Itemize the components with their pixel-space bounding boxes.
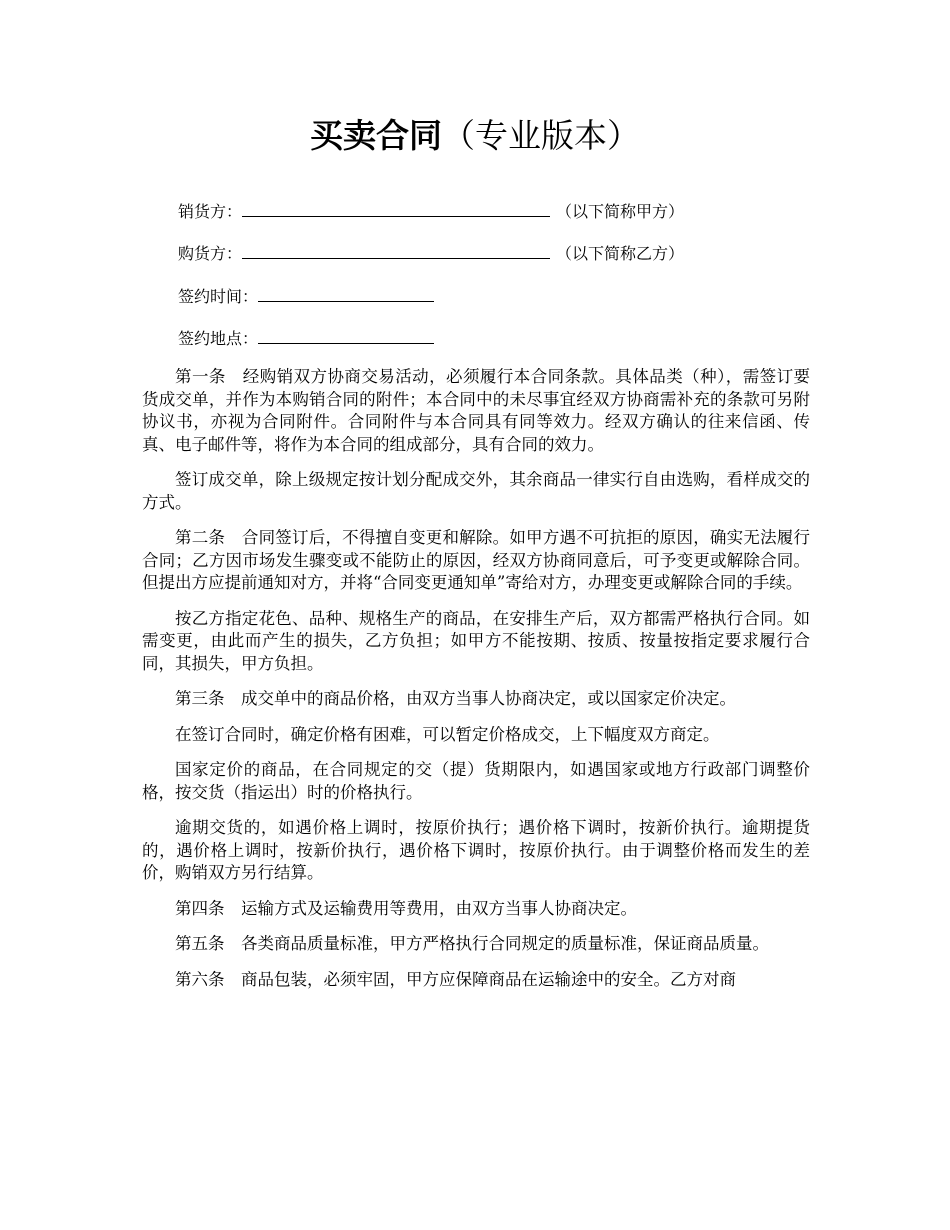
paragraph [142, 366, 810, 456]
paragraph [142, 469, 810, 514]
seller-field [178, 198, 684, 224]
seller-blank-line[interactable] [242, 198, 550, 217]
contract-body [142, 366, 810, 1004]
sign-time-field [178, 283, 434, 309]
paragraph-text: 经购销双方协商交易活动，必须履行本合同条款。具体品类（种），需签订要货成交单，并作为本购销合同的附件；本合同中的未尽事宜经双方协商需补充的条款可另附协议书，亦视为合同附件。合同附件与本合同具有同等效力。经双方确认的往来信函、传真、电子邮件等，将作为本合同的组成部分，具有合同的效力。 [142, 367, 811, 454]
paragraph [142, 898, 810, 921]
article-number: 第一条 [175, 367, 226, 386]
paragraph [142, 608, 810, 676]
paragraph-text: 成交单中的商品价格，由双方当事人协商决定，或以国家定价决定。 [241, 689, 736, 708]
paragraph-text: 商品包装，必须牢固，甲方应保障商品在运输途中的安全。乙方对商 [241, 969, 736, 989]
paragraph-text: 在签订合同时，确定价格有困难，可以暂定价格成交，上下幅度双方商定。 [175, 724, 720, 744]
paragraph [142, 969, 810, 992]
article-number: 第五条 [175, 934, 225, 953]
buyer-suffix: （以下简称乙方） [556, 244, 685, 263]
sign-time-label: 签约时间： [178, 287, 259, 306]
paragraph [142, 933, 810, 956]
document-title [0, 112, 950, 160]
sign-place-label: 签约地点： [178, 329, 259, 348]
buyer-field [178, 240, 684, 266]
paragraph [142, 688, 810, 711]
paragraph-text: 国家定价的商品，在合同规定的交（提）货期限内，如遇国家或地方行政部门调整价格，按交货（指运出）时的价格执行。 [142, 760, 810, 802]
paragraph-text: 各类商品质量标准，甲方严格执行合同规定的质量标准，保证商品质量。 [241, 934, 769, 953]
paragraph [142, 527, 810, 595]
buyer-blank-line[interactable] [242, 240, 550, 259]
article-number: 第四条 [175, 898, 225, 918]
paragraph-text: 逾期交货的，如遇价格上调时，按原价执行；遇价格下调时，按新价执行。逾期提货的，遇价格上调时，按新价执行，遇价格下调时，按原价执行。由于调整价格而发生的差价，购销双方另行结算。 [142, 818, 810, 882]
seller-suffix: （以下简称甲方） [556, 202, 685, 221]
paragraph [142, 817, 810, 885]
buyer-label: 购货方： [178, 244, 243, 263]
paragraph-text: 合同签订后，不得擅自变更和解除。如甲方遇不可抗拒的原因，确实无法履行合同；乙方因市场发生骤变或不能防止的原因，经双方协商同意后，可予变更或解除合同。但提出方应提前通知对方，并将“合同变更通知单”寄给对方，办理变更或解除合同的手续。 [142, 528, 811, 592]
paragraph-text: 签订成交单，除上级规定按计划分配成交外，其余商品一律实行自由选购，看样成交的方式。 [142, 470, 810, 512]
title-sub: （专业版本） [442, 116, 640, 155]
sign-time-blank-line[interactable] [258, 283, 434, 302]
article-number: 第三条 [175, 689, 225, 708]
paragraph-text: 按乙方指定花色、品种、规格生产的商品，在安排生产后，双方都需严格执行合同。如需变更，由此而产生的损失，乙方负担；如甲方不能按期、按质、按量按指定要求履行合同，其损失，甲方负担。 [142, 608, 810, 673]
paragraph-text: 运输方式及运输费用等费用，由双方当事人协商决定。 [241, 898, 637, 918]
article-number: 第六条 [175, 969, 225, 989]
paragraph [142, 759, 810, 804]
seller-label: 销货方： [178, 202, 243, 221]
paragraph [142, 724, 810, 747]
sign-place-blank-line[interactable] [258, 325, 434, 344]
title-main: 买卖合同 [310, 116, 442, 155]
article-number: 第二条 [175, 528, 226, 547]
sign-place-field [178, 325, 434, 351]
